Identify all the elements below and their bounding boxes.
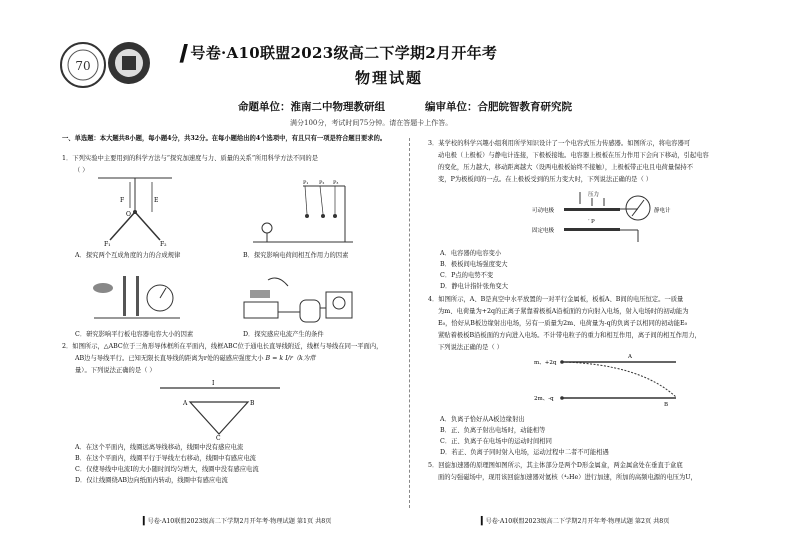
proposer: 命题单位：淮南二中物理教研组: [238, 101, 385, 113]
svg-text:F₁: F₁: [104, 241, 111, 248]
exam-title: ❙号卷·A10联盟2023级高二下学期2月开年考: [175, 42, 498, 63]
q3-stem-4: 变，P为极板间的一点。在上极板受到的压力变大时，下列说法正确的是（ ）: [438, 176, 653, 183]
svg-text:A: A: [183, 400, 188, 407]
q1-stem-text: 1．下列实验中主要用到的科学方法与“探究加速度与力、质量的关系”所用科学方法不同的是: [62, 155, 319, 162]
q4-label-positive: m、+2q: [534, 360, 557, 366]
svg-text:F₂: F₂: [160, 241, 167, 248]
q4-stem-1: 4．如图所示，A、B是真空中水平放置的一对平行金属板，板板A、B间的电压恒定。一质量: [428, 296, 684, 303]
brand-label: 号卷: [190, 44, 221, 62]
q4-option-d: D．若正、负离子同时射入电场，运动过程中二者不可能相遇: [440, 449, 609, 456]
title-text: A10联盟2023级高二下学期2月开年考: [226, 44, 498, 62]
q1-option-a: A．探究两个互成角度的力的合成规律: [75, 252, 181, 259]
q4-figure: [530, 350, 680, 408]
svg-text:O: O: [126, 211, 131, 218]
q3-label-meter: 静电计: [654, 208, 671, 214]
svg-text:P₁: P₁: [303, 180, 309, 186]
svg-text:70: 70: [75, 59, 91, 73]
q1-figure-c: [88, 262, 188, 324]
q1-figure-b: [245, 180, 355, 248]
exam-note: 满分100分，考试时间75分钟。请在答题卡上作答。: [290, 119, 453, 127]
q4-stem-2: 为m、电荷量为+2q的正离子紧靠着极板A沿板面的方向射入电场，射入电场时的初动能为: [438, 308, 689, 315]
q3-stem-2: 动电极（上极板）与静电计连接，下极板接地。电容器上极板在压力作用下会向下移动，引起电容: [438, 152, 709, 159]
q1-option-c: C．研究影响平行板电容器电容大小的因素: [75, 331, 194, 338]
q4-label-a: A: [628, 354, 632, 360]
q3-option-b: B．极板间电场强度变大: [440, 261, 508, 268]
q3-option-d: D．静电计指针张角变大: [440, 283, 509, 290]
section-heading: 一、单选题：本大题共8小题，每小题4分，共32分。在每小题给出的4个选项中，有且只有一项是符合题目要求的。: [62, 135, 387, 142]
svg-text:·: ·: [588, 218, 590, 224]
q1-paren: （ ）: [74, 167, 89, 174]
school-logo: [60, 42, 106, 88]
school-logo-icon: [62, 44, 104, 86]
q2-stem-2: [75, 353, 316, 362]
svg-text:B: B: [250, 400, 255, 407]
svg-text:P₂: P₂: [319, 180, 325, 186]
q1-option-d: D．探究感应电流产生的条件: [243, 331, 324, 338]
q2-option-c: C．仅使导线中电流I的大小随时间均匀增大，线圈中没有感应电流: [75, 466, 259, 473]
q2-stem-1: 2．如图所示，△ABC位于三角形导体框所在平面内，线框ABC位于通电长直导线附近，线框与导线在同一平面内，: [62, 343, 383, 350]
q1-figure-a: [90, 172, 180, 250]
reviewer: 编审单位：合肥皖智教育研究院: [425, 101, 572, 113]
q4-option-c: C．正、负离子在电场中的运动时间相同: [440, 438, 552, 445]
svg-text:E: E: [154, 197, 159, 204]
q4-option-a: A．负离子恰好从A板边缘射出: [440, 416, 525, 423]
institute-logo-icon: [108, 42, 150, 84]
q3-stem-1: 3．某学校的科学兴趣小组利用所学知识设计了一个电容式压力传感器。如图所示，将电容器可: [428, 140, 691, 147]
q3-label-force: 压力: [588, 192, 600, 198]
q3-label-fixed: 固定电极: [532, 228, 555, 234]
q3-option-a: A．电容器的电容变小: [440, 250, 502, 257]
svg-text:I: I: [212, 380, 215, 387]
q3-label-p: P: [591, 219, 595, 225]
q2-option-b: B．在这个平面内，线圈平行于导线左右移动，线圈中有感应电流: [75, 455, 256, 462]
q3-label-movable: 可动电极: [532, 208, 555, 214]
q3-stem-3: 的变化，压力越大，移动距离越大（设两电极板始终不接触），上极板带正电且电荷量保持不: [438, 164, 694, 171]
exam-subtitle: 物理试题: [355, 69, 424, 87]
q2-stem-3: 量）。下列说法正确的是（ ）: [75, 367, 156, 374]
q1-stem: [62, 154, 402, 164]
q2-figure: [150, 378, 290, 440]
q4-label-negative: 2m、-q: [534, 396, 554, 402]
q4-stem-4: 紧贴着极板B沿板面的方向进入电场。不计带电粒子的重力和相互作用，离子间的相互作用力，: [438, 332, 701, 339]
svg-text:P₃: P₃: [333, 180, 339, 186]
svg-text:F: F: [120, 197, 125, 204]
q3-option-c: C．P点的电势不变: [440, 272, 494, 279]
left-footer: ❙号卷·A10联盟2023级高二下学期2月开年考·物理试题 第1页 共8页: [140, 516, 332, 526]
q5-stem-1: 5．回旋加速器的原理图如图所示，其主体部分是两个D形金属盒，两金属盒处在垂直于盒底: [428, 462, 683, 469]
q1-option-b: B．探究影响电荷间相互作用力的因素: [243, 252, 349, 259]
right-footer: ❙号卷·A10联盟2023级高二下学期2月开年考·物理试题 第2页 共8页: [478, 516, 670, 526]
q2-option-d: D．仅让线圈绕AB边向纸面内转动，线圈中有感应电流: [75, 477, 228, 484]
q2-option-a: A．在这个平面内，线圈远离导线移动，线圈中没有感应电流: [75, 444, 244, 451]
q1-figure-d: [238, 272, 358, 328]
q4-stem-3: E₀，恰好从B板边缘射出电场，另有一质量为2m、电荷量为-q的负离子以相同的初动能E₀: [438, 320, 688, 327]
q5-stem-2: 面的匀强磁场中，现用该回旋加速器对氦核（⁴₂He）进行加速，所加的高频电源的电压为U，: [438, 474, 697, 481]
q2-formula: B = k I/r（k为常: [265, 355, 316, 362]
q4-label-b: B: [664, 402, 669, 408]
q4-option-b: B．正、负离子射出电场时，动能相等: [440, 427, 546, 434]
q2-stem-2-text: AB边与导线平行。已知无限长直导线的距离为r处的磁感应强度大小: [75, 355, 264, 362]
q4-stem-5: 下列说法正确的是（ ）: [438, 344, 503, 351]
svg-text:C: C: [216, 435, 221, 440]
column-divider: [409, 138, 410, 508]
authors-line: [238, 99, 572, 114]
institute-logo: [108, 42, 150, 84]
left-footer-text: 号卷·A10联盟2023级高二下学期2月开年考·物理试题 第1页 共8页: [147, 518, 332, 525]
right-footer-text: 号卷·A10联盟2023级高二下学期2月开年考·物理试题 第2页 共8页: [485, 518, 670, 525]
q3-figure: [528, 188, 688, 248]
